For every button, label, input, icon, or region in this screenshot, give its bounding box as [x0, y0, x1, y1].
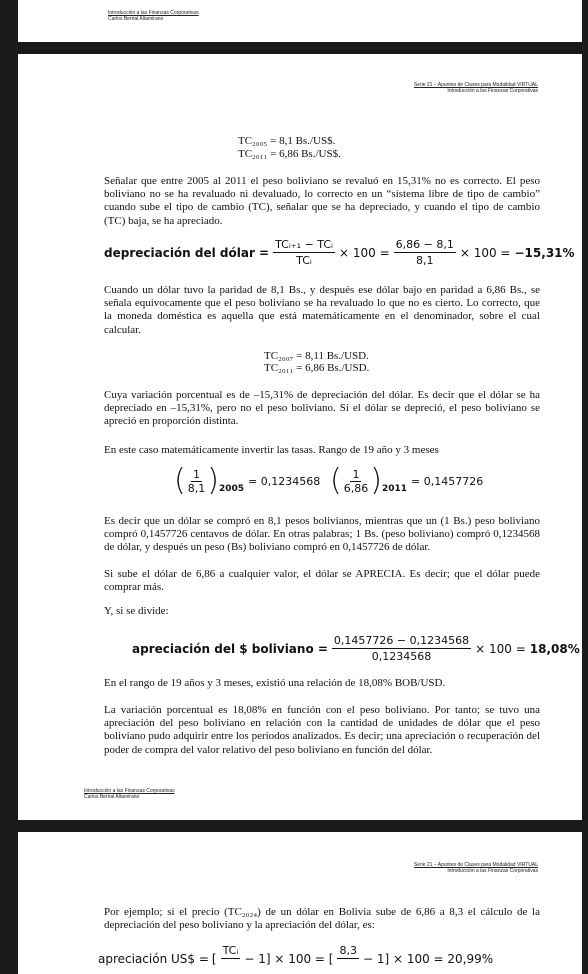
formula2-label: apreciación del $ boliviano =: [132, 641, 328, 656]
footer-course-title: Introducción a las Finanzas Corporativas: [108, 10, 199, 16]
footer-course-title: Introducción a las Finanzas Corporativas: [84, 788, 175, 794]
formula3-fraction-values: [337, 944, 359, 973]
formula3-label: apreciación US$ =: [98, 951, 209, 966]
paragraph-revaluation: Señalar que entre 2005 al 2011 el peso boliviano se revaluó en 15,31% no es correcto. El peso boliviano no se ha revaluado ni devaluado, lo correcto en un “sistema libre de tipo de cambio” cuando sube el tipo de cambio (TC), señalar que se ha depreciado, y cuando el tipo de cambio (TC) baja, se ha apreciado.: [104, 175, 540, 227]
formula2-times: × 100 =: [475, 641, 526, 656]
rate-2007: TC₂₀₀₇ = 8,11 Bs./USD.: [264, 350, 369, 362]
header-course: Introducción a las Finanzas Corporativas: [447, 88, 538, 94]
formula1-value-denominator: 8,1: [415, 254, 434, 267]
inverse-denominator: 6,86: [343, 481, 369, 495]
inverse-denominator: 8,1: [187, 481, 206, 495]
page-separator-bottom: [0, 820, 588, 832]
paragraph-invert: En este caso matemáticamente invertir las tasas. Rango de 19 año y 3 meses: [104, 444, 439, 456]
inverse-year: 2011: [381, 484, 407, 494]
formula2-denominator: 0,1234568: [371, 650, 432, 663]
formula1-value-numerator: 6,86 − 8,1: [395, 238, 454, 251]
formula1-times: × 100 =: [338, 245, 390, 260]
formula1-numerator: TCᵢ₊₁ − TCᵢ: [275, 238, 333, 251]
formula1-denominator: TCᵢ: [296, 254, 312, 267]
paren-close: ): [370, 463, 382, 498]
paragraph-parity: Cuando un dólar tuvo la paridad de 8,1 Bs., y después ese dólar bajo en paridad a 6,86 Bs., se señala equivocamente que el peso boliviano se ha revaluado lo que no es cierto. Lo correcto, que la moneda doméstica es aquella que está matemáticamente en el denominador, sobre el cual calcular.: [104, 284, 540, 336]
formula2-numerator: 0,1457726 − 0,1234568: [333, 634, 470, 647]
inverse-value: = 0,1234568: [248, 474, 321, 488]
paragraph-example: Por ejemplo; si el precio (TC₂₀₂₄) de un dólar en Bolivia sube de 6,86 a 8,3 el cálculo de la depreciación del peso boliviano y la apreciación del dólar, es:: [104, 906, 540, 932]
paragraph-range: En el rango de 19 años y 3 meses, existió una relación de 18,08% BOB/USD.: [104, 677, 446, 689]
formula1-times2: × 100 =: [459, 245, 511, 260]
header-series: Serie 21 – Apuntes de Clases para Modalidad VIRTUAL: [413, 862, 538, 868]
formula3-value-numerator: 8,3: [339, 944, 357, 957]
inverse-fraction-2011: [342, 468, 371, 495]
rate-2005: TC₂₀₀₅ = 8,1 Bs./US$.: [238, 135, 336, 147]
page-header: [414, 82, 538, 94]
paren-open: (: [174, 463, 186, 498]
inverse-year: 2005: [218, 484, 244, 494]
paren-close: ): [207, 463, 219, 498]
formula1-fraction-general: [273, 238, 335, 267]
rate-2011: TC₂₀₁₁ = 6,86 Bs./US$.: [238, 148, 341, 160]
paren-open: (: [330, 463, 342, 498]
header-course: Introducción a las Finanzas Corporativas: [447, 868, 538, 874]
previous-page-footer: [108, 10, 199, 22]
formula3-numerator: TCᵢ: [222, 944, 239, 957]
formula2-fraction: [332, 634, 471, 663]
formula3-middle: − 1] × 100 = [: [244, 951, 334, 966]
inverse-value: = 0,1457726: [411, 474, 484, 488]
footer-author: Carlos Bernal Altamirano: [84, 794, 140, 800]
formula1-fraction-values: [394, 238, 456, 267]
paragraph-variation: Cuya variación porcentual es de –15,31% de depreciación del dólar. Es decir que el dólar se ha depreciado en –15,31%, pero no el peso boliviano. Si el dólar se depreció, el peso boliviano se apreció en proporción distinta.: [104, 389, 540, 428]
page-footer: [84, 788, 175, 800]
formula1-result: −15,31%: [514, 245, 575, 260]
formula1-label: depreciación del dólar =: [104, 245, 270, 260]
formula2-result: 18,08%: [529, 641, 580, 656]
header-series: Serie 21 – Apuntes de Clases para Modalidad VIRTUAL: [413, 82, 538, 88]
inverse-fraction-2005: [186, 468, 208, 495]
paragraph-purchase: Es decir que un dólar se compró en 8,1 pesos bolivianos, mientras que un (1 Bs.) peso boliviano compró 0,1457726 centavos de dólar. En otras palabras; 1 Bs. (peso boliviano) compró 0,1234568 de dólar, y después un peso (Bs) boliviano compró en 0,1457726 de dólar.: [104, 515, 540, 554]
formula-dollar-depreciation: [104, 238, 575, 267]
formula3-end: − 1] × 100 = 20,99%: [362, 951, 494, 966]
page-separator-top: [0, 42, 588, 54]
inverse-numerator: 1: [352, 467, 360, 481]
next-page-header: [414, 862, 538, 874]
formula3-fraction-general: [221, 944, 241, 973]
rate-2011-b: TC₂₀₁₁ = 6,86 Bs./USD.: [264, 362, 370, 374]
inverse-numerator: 1: [192, 467, 200, 481]
formula-boliviano-appreciation: [132, 634, 580, 663]
paragraph-divide: Y, si se divide:: [104, 605, 169, 617]
paragraph-dollar-appreciates: Si sube el dólar de 6,86 a cualquier valor, el dólar se APRECIA. Es decir; que el dólar puede comprar más.: [104, 568, 540, 594]
footer-author: Carlos Bernal Altamirano: [108, 16, 164, 22]
inverse-rate-2005: [174, 463, 321, 498]
inverse-rate-2011: [330, 463, 484, 498]
formula-usd-appreciation: apreciación US$ = [ TCᵢ − 1] × 100 = [ 8,3 − 1] × 100 = 20,99%: [98, 944, 493, 973]
paragraph-percentage: La variación porcentual es 18,08% en función con el peso boliviano. Por tanto; se tuvo una apreciación del peso boliviano en relación con la cantidad de unidades de dólar que el peso boliviano pudo adquirir entre los periodos analizados. Es decir; una apreciación o recuperación del poder de compra del valor relativo del peso boliviano en función del dólar.: [104, 704, 540, 756]
